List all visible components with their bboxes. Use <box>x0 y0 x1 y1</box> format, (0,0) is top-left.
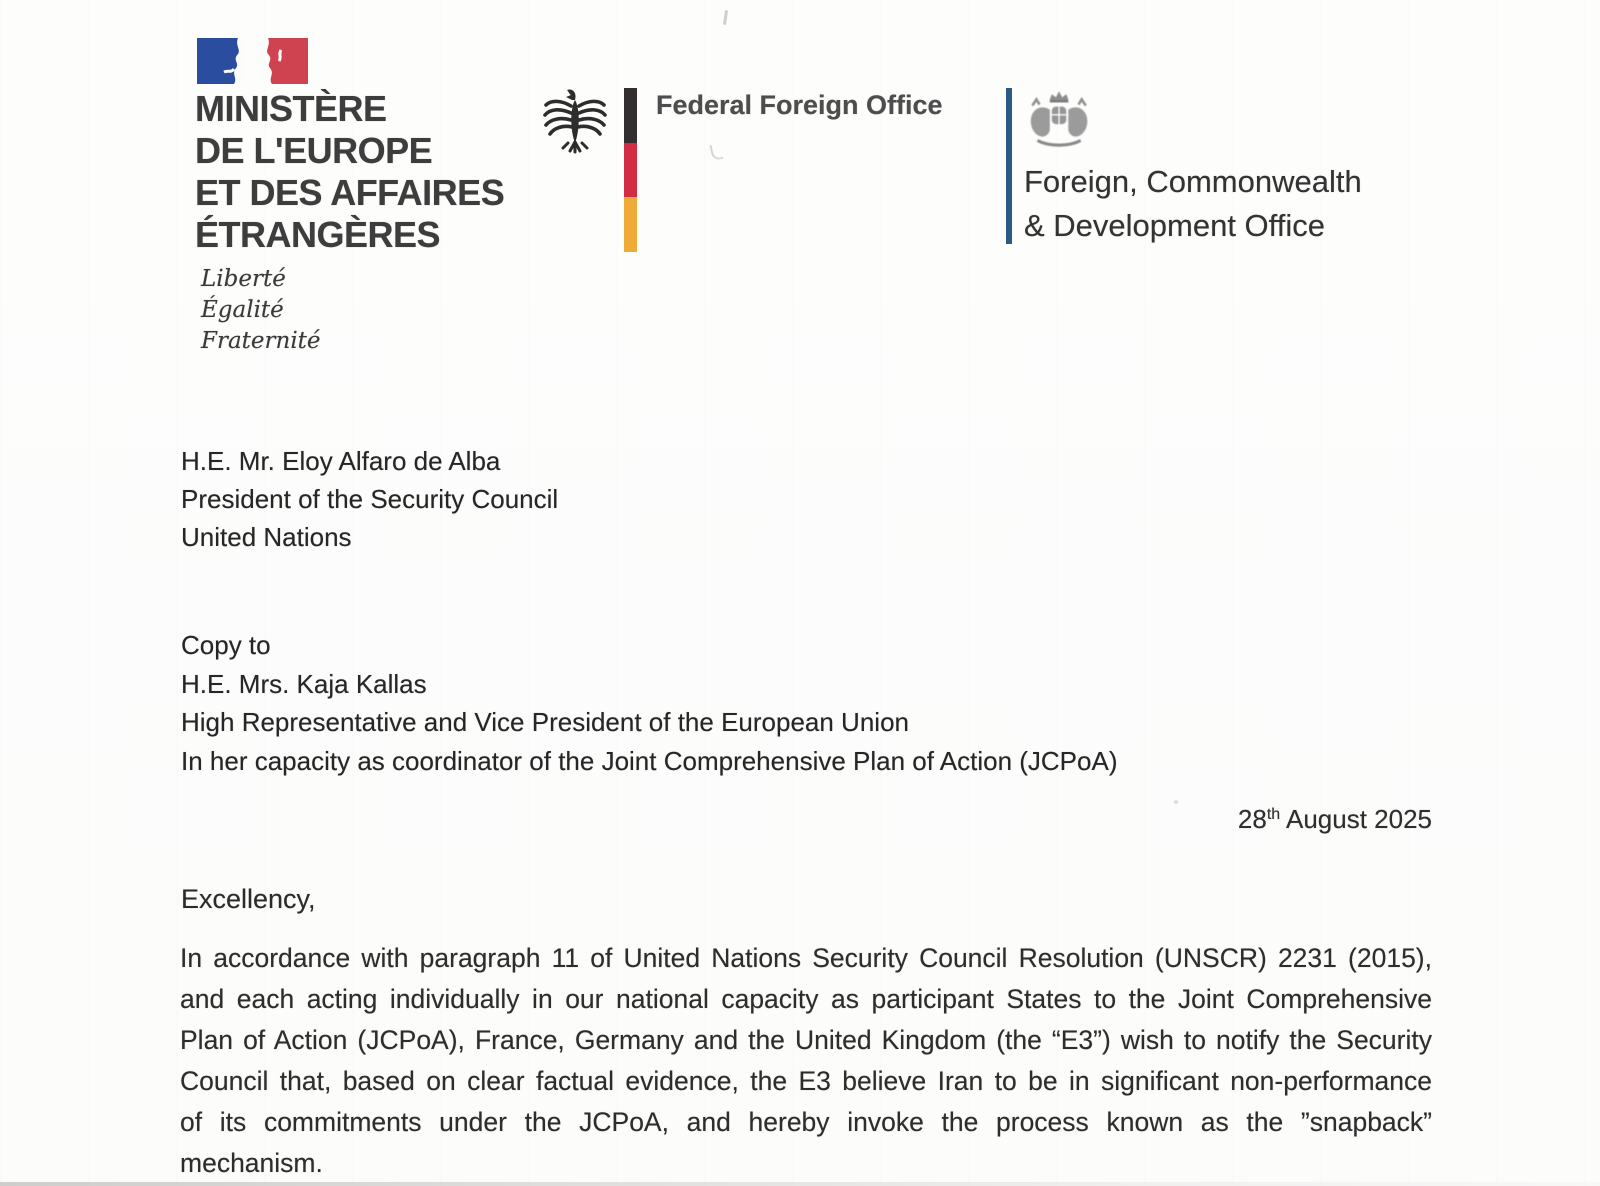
recipient-title: President of the Security Council <box>181 484 559 514</box>
scan-artifact <box>1174 800 1178 804</box>
date-rest <box>1280 804 1432 834</box>
body-line: of its commitments under the JCPoA, and hereby invoke the process known as the ”snapback” <box>180 1107 1432 1137</box>
body-line: Plan of Action (JCPoA), France, Germany and the United Kingdom (the “E3”) wish to notify the Security <box>180 1025 1432 1055</box>
uk-office-line: & Development Office <box>1024 208 1325 243</box>
recipient-block <box>181 442 558 556</box>
date-month-year: August 2025 <box>1285 804 1432 834</box>
copy-to-label: Copy to <box>181 630 271 660</box>
uk-office-line: Foreign, Commonwealth <box>1024 164 1362 199</box>
motto-line: Fraternité <box>201 328 321 354</box>
ministry-line: ÉTRANGÈRES <box>195 214 441 255</box>
motto-line: Liberté <box>201 266 286 292</box>
salutation: Excellency, <box>181 884 316 914</box>
date-line <box>180 804 1432 835</box>
date-ordinal: th <box>1266 806 1281 823</box>
copy-recipient-title: High Representative and Vice President of the European Union <box>181 707 909 737</box>
ministry-line: MINISTÈRE <box>195 88 387 129</box>
recipient-name: H.E. Mr. Eloy Alfaro de Alba <box>181 446 501 476</box>
body-line: In accordance with paragraph 11 of United Nations Security Council Resolution (UNSCR) 2231 (2015), <box>180 943 1432 973</box>
ministry-line: DE L'EUROPE <box>195 130 433 171</box>
body-line: mechanism. <box>180 1148 323 1178</box>
france-marianne-flag-logo <box>197 38 309 85</box>
scan-artifact <box>709 143 723 161</box>
uk-royal-crest-icon <box>1020 90 1094 152</box>
german-flag-black <box>624 88 637 143</box>
german-flag-gold <box>624 197 637 252</box>
scan-page-edge <box>0 1182 1600 1186</box>
copy-to-block <box>181 626 1117 780</box>
recipient-org: United Nations <box>181 522 352 552</box>
copy-recipient-capacity: In her capacity as coordinator of the Joint Comprehensive Plan of Action (JCPoA) <box>181 745 1118 776</box>
german-office-name: Federal Foreign Office <box>656 90 943 120</box>
body-line: Council that, based on clear factual evidence, the E3 believe Iran to be in significant non-performance <box>180 1066 1432 1096</box>
france-ministry-name <box>195 88 504 256</box>
date-day: 28 <box>1237 804 1267 834</box>
german-flag-red <box>624 143 637 198</box>
ministry-line: ET DES AFFAIRES <box>195 172 505 213</box>
france-motto <box>201 264 321 357</box>
uk-office-name <box>1024 160 1362 248</box>
motto-line: Égalité <box>201 297 284 323</box>
body-paragraph <box>180 938 1432 1184</box>
german-flag-bar <box>624 88 637 252</box>
uk-brand-bar <box>1006 88 1012 244</box>
body-line: and each acting individually in our national capacity as participant States to the Joint Comprehensive <box>180 984 1432 1014</box>
scan-artifact <box>723 10 728 25</box>
german-federal-eagle-icon <box>543 86 607 156</box>
copy-recipient-name: H.E. Mrs. Kaja Kallas <box>181 668 427 699</box>
